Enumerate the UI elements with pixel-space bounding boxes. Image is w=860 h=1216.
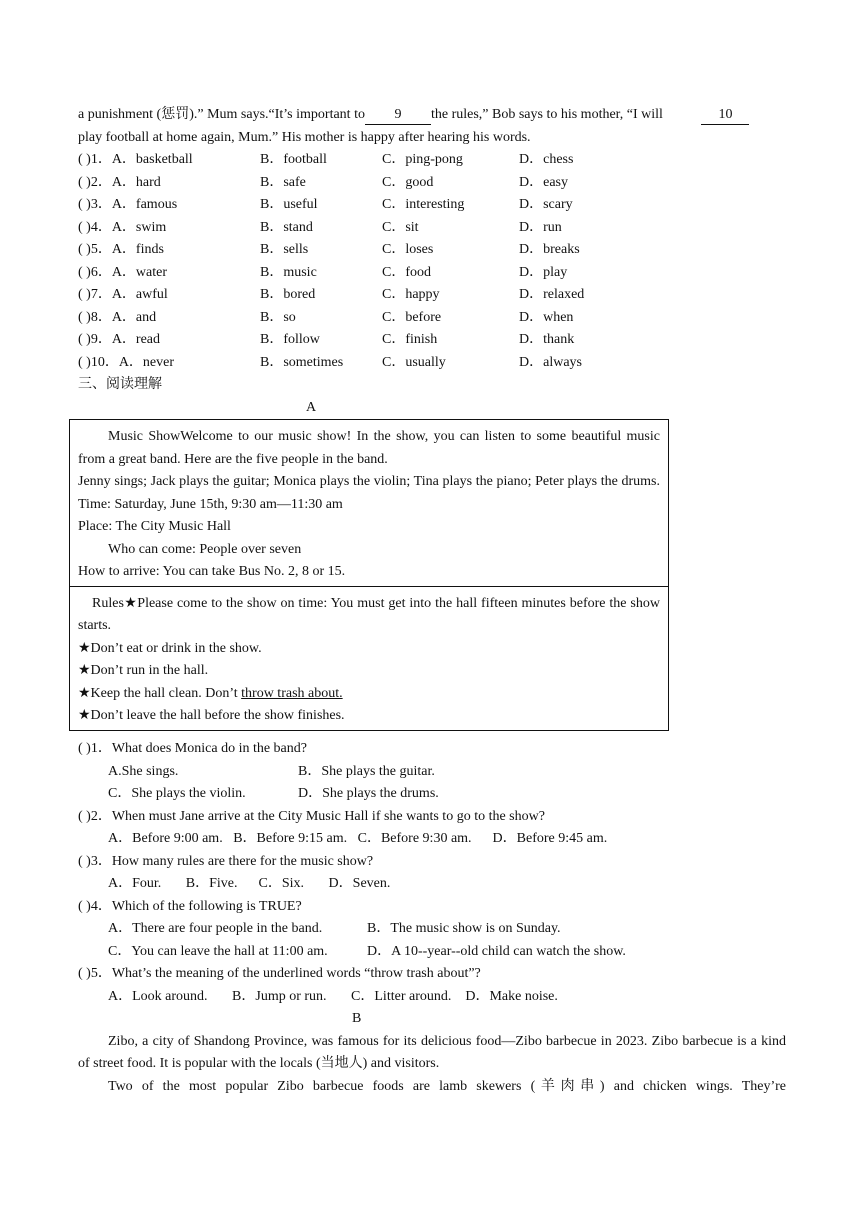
option-c: C．usually <box>382 354 446 370</box>
passage-b-paragraph: Zibo, a city of Shandong Province, was famous for its delicious food—Zibo barbecue in 2023. Zibo barbecue is a kind of street food. It is popular with the locals (当地人) and visitors. <box>78 1033 786 1071</box>
notice-arrive: How to arrive: You can take Bus No. 2, 8 or 15. <box>78 564 346 579</box>
option-b: B．The music show is on Sunday. <box>367 921 561 936</box>
option-d: D．thank <box>519 332 575 347</box>
option-c: C．before <box>382 309 442 325</box>
reading-question: ( )3．How many rules are there for the music show? <box>78 853 374 869</box>
option-a: ( )5．A．finds <box>78 242 164 257</box>
notice-band-time: Jenny sings; Jack plays the guitar; Monica plays the violin; Tina plays the piano; Peter plays the drums. Time: Saturday, June 15th, 9:30 am—11:30 am <box>78 474 660 512</box>
reading-question: ( )1．What does Monica do in the band? <box>78 741 307 756</box>
cloze-question-list <box>78 149 786 374</box>
notice-rules <box>70 586 668 730</box>
rule-item <box>78 683 660 706</box>
rules-intro: Rules★Please come to the show on time: You must get into the hall fifteen minutes before the show starts. <box>78 595 660 633</box>
cloze-text-part3: play football at home again, Mum.” His mother is happy after hearing his words. <box>78 129 531 145</box>
option-a: ( )3．A．famous <box>78 197 178 212</box>
cloze-question <box>78 217 786 240</box>
blank-10: 10 <box>701 106 749 125</box>
option-d: D．easy <box>519 174 568 190</box>
option-b: B．useful <box>260 197 318 212</box>
rule-item: ★Don’t leave the hall before the show finishes. <box>78 708 345 723</box>
option-a: ( )8．A．and <box>78 309 157 325</box>
notice-place: Place: The City Music Hall <box>78 519 231 534</box>
notice-box <box>69 419 669 731</box>
cloze-question <box>78 172 786 195</box>
option-row <box>78 941 786 964</box>
option-d: D．run <box>519 219 562 235</box>
option-d: D．breaks <box>519 242 580 257</box>
option-row <box>78 828 786 851</box>
option-b: B．Before 9:15 am. <box>233 831 348 846</box>
option-d: D．A 10--year--old child can watch the show. <box>367 943 626 959</box>
section-title-reading: 三、阅读理解 <box>78 377 162 392</box>
option-c: C．happy <box>382 287 440 302</box>
cloze-question <box>78 239 786 262</box>
option-b: B．sells <box>260 242 309 257</box>
cloze-question <box>78 194 786 217</box>
option-a: A.She sings. <box>108 763 179 779</box>
cloze-question <box>78 284 786 307</box>
cloze-question <box>78 329 786 352</box>
underlined-phrase: throw trash about. <box>241 685 343 701</box>
rule-item: ★Don’t eat or drink in the show. <box>78 640 262 656</box>
option-b: B．follow <box>260 332 320 347</box>
option-c: C．sit <box>382 219 419 235</box>
option-b: B．sometimes <box>260 354 344 370</box>
option-a: ( )10．A．never <box>78 354 175 370</box>
option-b: B．Jump or run. <box>232 988 327 1004</box>
passage-b-paragraph: Two of the most popular Zibo barbecue foods are lamb skewers (羊肉串) and chicken wings. They’re <box>108 1078 786 1094</box>
cloze-passage-end <box>78 104 786 149</box>
rule-text: ★Keep the hall clean. Don’t <box>78 685 242 701</box>
option-row <box>78 986 786 1009</box>
option-a: A．Four. <box>108 876 162 891</box>
cloze-question <box>78 149 786 172</box>
option-d: D．play <box>519 264 568 280</box>
option-b: B．She plays the guitar. <box>298 763 435 779</box>
option-d: D．Seven. <box>328 876 391 891</box>
option-c: C．interesting <box>382 197 465 212</box>
option-d: D．Make noise. <box>465 988 558 1004</box>
option-c: C．loses <box>382 242 434 257</box>
passage-a-heading: A <box>306 399 317 415</box>
option-d: D．chess <box>519 152 574 167</box>
option-a: A．There are four people in the band. <box>108 921 323 936</box>
option-d: D．when <box>519 309 574 325</box>
option-c: C．Before 9:30 am. <box>357 831 472 846</box>
option-a: ( )2．A．hard <box>78 174 161 190</box>
reading-question: ( )2．When must Jane arrive at the City Music Hall if she wants to go to the show? <box>78 808 545 824</box>
reading-question: ( )5．What’s the meaning of the underlined words “throw trash about”? <box>78 966 481 981</box>
option-c: C．You can leave the hall at 11:00 am. <box>108 943 328 959</box>
option-c: C．food <box>382 264 431 280</box>
option-row <box>78 918 786 941</box>
cloze-question <box>78 262 786 285</box>
option-d: D．She plays the drums. <box>298 786 439 801</box>
option-b: B．Five. <box>185 876 238 891</box>
cloze-text-part1: a punishment (惩罚).” Mum says.“It’s important to <box>78 107 365 122</box>
option-c: C．good <box>382 174 434 190</box>
worksheet-page <box>78 104 786 419</box>
option-a: ( )6．A．water <box>78 264 168 280</box>
option-c: C．She plays the violin. <box>108 786 246 801</box>
option-d: D．scary <box>519 197 573 212</box>
option-c: C．ping-pong <box>382 152 463 167</box>
option-a: A．Before 9:00 am. <box>108 831 223 846</box>
option-b: B．football <box>260 152 327 167</box>
option-c: C．Litter around. <box>351 988 452 1004</box>
option-d: D．always <box>519 354 582 370</box>
option-row <box>78 783 786 806</box>
option-c: C．Six. <box>258 876 305 891</box>
notice-intro: Music ShowWelcome to our music show! In the show, you can listen to some beautiful music from a great band. Here are the five people in the band. <box>78 429 660 467</box>
option-d: D．relaxed <box>519 287 585 302</box>
option-b: B．safe <box>260 174 306 190</box>
cloze-question <box>78 307 786 330</box>
passage-b-heading: B <box>352 1011 362 1026</box>
option-b: B．bored <box>260 287 316 302</box>
option-d: D．Before 9:45 am. <box>492 831 608 846</box>
option-a: ( )7．A．awful <box>78 287 168 302</box>
option-row <box>78 761 786 784</box>
rule-item: ★Don’t run in the hall. <box>78 663 209 678</box>
reading-questions <box>78 738 786 1098</box>
option-b: B．so <box>260 309 296 325</box>
option-b: B．music <box>260 264 317 280</box>
option-a: ( )1．A．basketball <box>78 152 193 167</box>
notice-info <box>70 420 668 586</box>
option-c: C．finish <box>382 332 438 347</box>
cloze-text-part2: the rules,” Bob says to his mother, “I will <box>430 107 663 122</box>
reading-question: ( )4．Which of the following is TRUE? <box>78 898 302 914</box>
cloze-question <box>78 352 786 375</box>
notice-who: Who can come: People over seven <box>108 541 302 557</box>
option-b: B．stand <box>260 219 313 235</box>
option-a: ( )4．A．swim <box>78 219 167 235</box>
option-row <box>78 873 786 896</box>
option-a: A．Look around. <box>108 988 208 1004</box>
option-a: ( )9．A．read <box>78 332 161 347</box>
blank-9: 9 <box>365 106 431 125</box>
